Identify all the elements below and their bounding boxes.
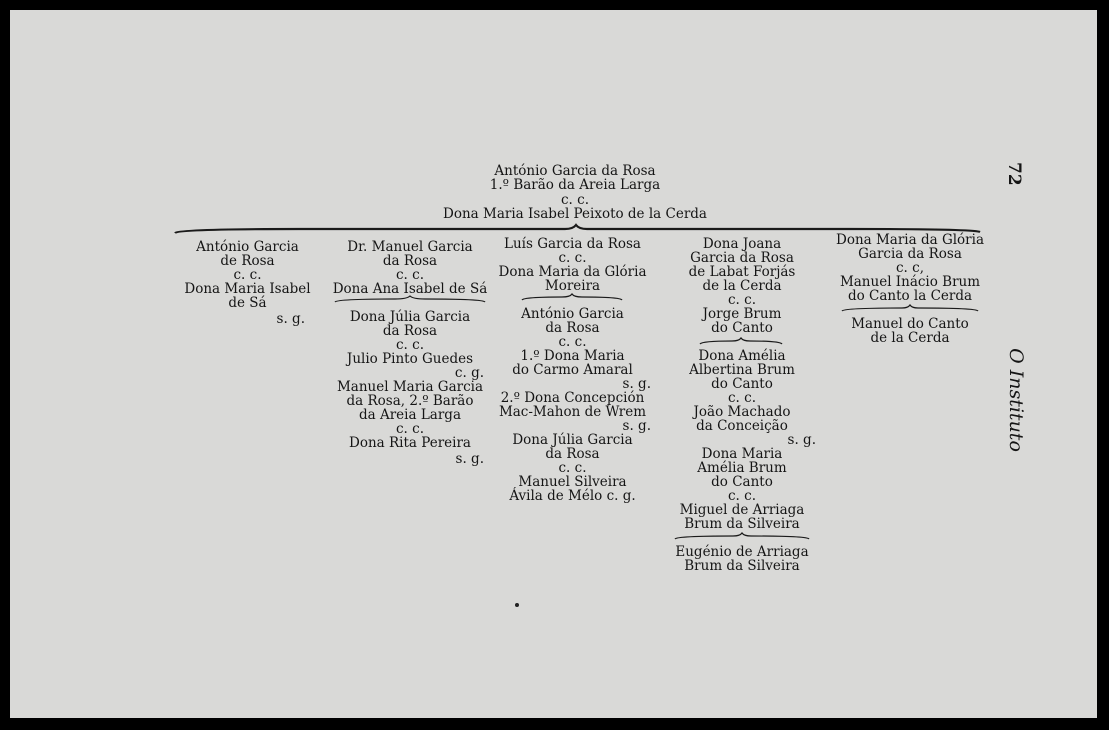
col1-line: c. c. (233, 267, 262, 283)
col5-brace (842, 305, 978, 315)
col4-line: Dona Maria (701, 446, 783, 462)
col3-line: Mac-Mahon de Wrem (498, 404, 647, 420)
col3-line: do Carmo Amaral (512, 362, 633, 378)
col3-line: Dona Maria da Glória (498, 264, 647, 280)
root-marriage: c. c. (561, 192, 589, 208)
col2-line: c. g. (454, 365, 484, 381)
page-number: 72 (1004, 162, 1024, 186)
col4-line: de la Cerda (702, 278, 782, 294)
running-title: O Instituto (1005, 348, 1027, 452)
col4-line: do Canto (711, 474, 773, 490)
col3-line: c. c. (558, 250, 587, 266)
root-spouse: Dona Maria Isabel Peixoto de la Cerda (443, 206, 707, 222)
col2-line: Julio Pinto Guedes (346, 351, 474, 367)
col4-line: João Machado (693, 404, 791, 420)
col4-line: do Canto (711, 376, 773, 392)
col1-line: António Garcia (196, 239, 299, 255)
col5-line: do Canto la Cerda (847, 288, 973, 304)
col4-line: Amélia Brum (697, 460, 787, 476)
col5-line: c. c, (896, 260, 924, 276)
col2-line: da Rosa, 2.º Barão (346, 393, 474, 409)
col4-line: Jorge Brum (702, 306, 782, 322)
col4-line: c. c. (728, 390, 756, 406)
col2-line: da Areia Larga (359, 407, 461, 423)
col2-line: c. c. (396, 267, 424, 283)
col1-line: s. g. (276, 311, 305, 327)
col3-line: Luís Garcia da Rosa (504, 236, 641, 252)
col1-line: de Sá (228, 295, 267, 311)
col3-line: 1.º Dona Maria (520, 348, 625, 364)
col4-line: Dona Amélia (698, 348, 786, 364)
col4-line: s. g. (787, 432, 816, 448)
col3-line: 2.º Dona Concepción (500, 390, 645, 406)
col3-brace (522, 294, 622, 304)
col5-line: Garcia da Rosa (858, 246, 962, 262)
col4-line: da Conceição (696, 418, 788, 434)
col4-line: c. c. (728, 488, 756, 504)
col4-line: Dona Joana (702, 236, 782, 252)
root-title: 1.º Barão da Areia Larga (489, 177, 661, 193)
col2-line: Manuel Maria Garcia (336, 379, 484, 395)
col4-line: Brum da Silveira (684, 558, 800, 574)
col4-line: de Labat Forjás (688, 264, 796, 280)
col2-line: c. c. (396, 421, 424, 437)
col4-line: Garcia da Rosa (690, 250, 794, 266)
col2-line: s. g. (455, 451, 484, 467)
col3-line: da Rosa (545, 320, 600, 336)
col4-line: c. c. (728, 292, 756, 308)
col5-line: Manuel Inácio Brum (839, 274, 981, 290)
col3-line: Manuel Silveira (518, 474, 627, 490)
col3-line: c. c. (558, 334, 587, 350)
col5-line: Manuel do Canto (851, 316, 969, 332)
col3-line: Dona Júlia Garcia (512, 432, 633, 448)
col3-line: s. g. (622, 376, 651, 392)
col5-line: de la Cerda (870, 330, 950, 346)
col3-line: da Rosa (545, 446, 600, 462)
col3-line: Ávila de Mélo c. g. (509, 488, 636, 504)
col1-line: de Rosa (220, 253, 275, 269)
col4-line: do Canto (711, 320, 773, 336)
col5-line: Dona Maria da Glória (836, 232, 984, 248)
col3-line: Moreira (544, 278, 601, 294)
col3-line: c. c. (558, 460, 587, 476)
col2-line: Dona Rita Pereira (349, 435, 471, 451)
col4-line: Albertina Brum (689, 362, 795, 378)
col2-line: c. c. (396, 337, 424, 353)
root-name: António Garcia da Rosa (494, 163, 656, 179)
col4-brace-2 (675, 533, 809, 543)
col1-line: Dona Maria Isabel (184, 281, 311, 297)
col2-line: Dr. Manuel Garcia (347, 239, 473, 255)
ink-speck (515, 603, 519, 607)
col4-line: Miguel de Arriaga (679, 502, 805, 518)
col2-line: da Rosa (382, 323, 438, 339)
col2-line: Dona Ana Isabel de Sá (332, 281, 488, 297)
col2-line: da Rosa (382, 253, 438, 269)
col4-line: Brum da Silveira (684, 516, 800, 532)
col4-brace-1 (700, 338, 782, 348)
col2-brace (335, 296, 485, 306)
col4-line: Eugénio de Arriaga (675, 544, 809, 560)
col3-line: António Garcia (521, 306, 624, 322)
col3-line: s. g. (622, 418, 651, 434)
col2-line: Dona Júlia Garcia (349, 309, 471, 325)
